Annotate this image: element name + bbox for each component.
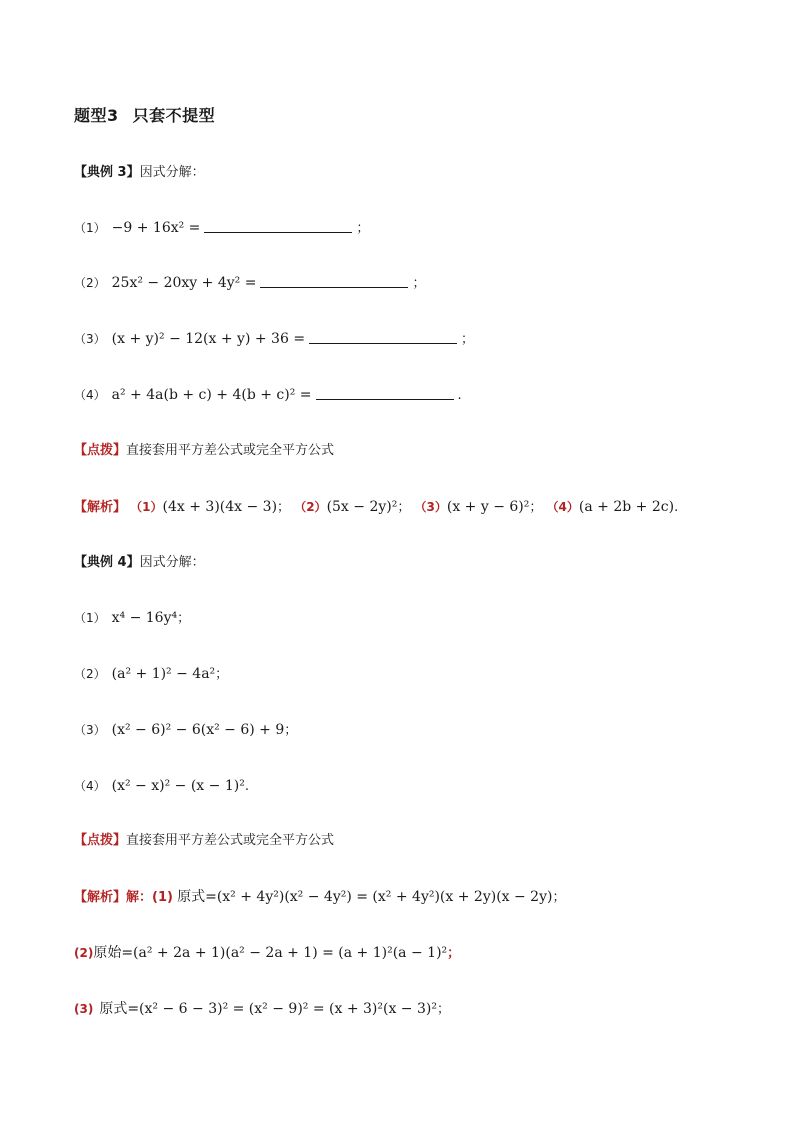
item-number: （2） — [74, 276, 106, 290]
example4-hint — [74, 831, 334, 851]
example3-item-3 — [74, 329, 474, 350]
solution-expression: 原式=(x² − 6 − 3)² = (x² − 9)² = (x + 3)²(x − 3)² — [99, 1001, 437, 1017]
solution-end: ； — [552, 890, 566, 905]
answer-expression: (5x − 2y)² — [326, 499, 398, 515]
answer-number: （3） — [414, 500, 447, 514]
item-end: . — [457, 388, 462, 403]
item-number: （3） — [74, 723, 106, 737]
item-expression: (x² − 6)² − 6(x² − 6) + 9 — [111, 722, 285, 738]
example3-item-4 — [74, 385, 462, 406]
example3-hint — [74, 441, 334, 461]
example4-item-4 — [74, 776, 249, 797]
item-number: （1） — [74, 221, 106, 235]
example3-answer — [74, 497, 678, 518]
example4-item-2 — [74, 664, 228, 685]
example4-solution-3 — [74, 999, 450, 1020]
answer-number: （4） — [546, 500, 579, 514]
solution-expression: 原始=(a² + 2a + 1)(a² − 2a + 1) = (a + 1)²(a − 1)² — [93, 945, 448, 961]
answer-number: （2） — [294, 500, 327, 514]
item-expression: (a² + 1)² − 4a² — [111, 666, 216, 682]
answer-label: 【解析】 — [74, 890, 127, 905]
section-icon-text: 题型 — [74, 106, 108, 125]
example4-heading — [74, 553, 205, 573]
answer-blank[interactable] — [204, 219, 352, 233]
item-number: （3） — [74, 332, 106, 346]
item-expression: 25x² − 20xy + 4y² = — [111, 275, 257, 291]
example3-text: 因式分解： — [139, 165, 205, 180]
solution-end: ； — [436, 1002, 450, 1017]
item-end: . — [244, 779, 249, 794]
hint-text: 直接套用平方差公式或完全平方公式 — [126, 443, 335, 458]
example4-solution-1 — [74, 887, 565, 908]
answer-sep: ； — [529, 500, 543, 515]
item-number: （2） — [74, 667, 106, 681]
solution-number: (2) — [74, 946, 94, 960]
example3-heading — [74, 163, 205, 183]
item-end: ； — [461, 332, 475, 347]
example4-label: 【典例 4】 — [74, 555, 140, 570]
hint-text: 直接套用平方差公式或完全平方公式 — [126, 833, 335, 848]
item-expression: (x + y)² − 12(x + y) + 36 = — [111, 331, 306, 347]
item-expression: x⁴ − 16y⁴ — [111, 610, 178, 626]
example3-label: 【典例 3】 — [74, 165, 140, 180]
answer-number: （1） — [130, 500, 163, 514]
answer-expression: (4x + 3)(4x − 3) — [162, 499, 278, 515]
item-end: ； — [284, 723, 298, 738]
item-number: （4） — [74, 779, 106, 793]
example3-item-1 — [74, 218, 369, 239]
item-expression: (x² − x)² − (x − 1)² — [111, 778, 245, 794]
answer-sep: ； — [397, 500, 411, 515]
solution-number: (3) — [74, 1002, 94, 1016]
answer-blank[interactable] — [316, 386, 454, 400]
example4-item-1 — [74, 608, 190, 629]
item-number: （4） — [74, 388, 106, 402]
item-end: ； — [356, 221, 370, 236]
item-end: ； — [215, 667, 229, 682]
section-title — [74, 106, 215, 126]
example4-item-3 — [74, 720, 297, 741]
example3-item-2 — [74, 273, 425, 294]
answer-blank[interactable] — [309, 330, 457, 344]
answer-label: 【解析】 — [74, 500, 127, 515]
section-title-text: 只套不提型 — [132, 106, 216, 125]
example4-solution-2 — [74, 943, 460, 964]
example4-text: 因式分解： — [139, 555, 205, 570]
answer-expression: (x + y − 6)² — [446, 499, 530, 515]
item-expression: −9 + 16x² = — [111, 220, 201, 236]
item-end: ； — [412, 276, 426, 291]
solution-number: 解：(1) — [126, 890, 173, 905]
answer-sep: . — [674, 500, 679, 515]
answer-blank[interactable] — [260, 274, 408, 288]
item-number: （1） — [74, 611, 106, 625]
solution-end: ； — [447, 946, 461, 961]
section-number: 3 — [107, 106, 119, 125]
answer-sep: ； — [277, 500, 291, 515]
answer-expression: (a + 2b + 2c) — [578, 499, 675, 515]
item-expression: a² + 4a(b + c) + 4(b + c)² = — [111, 387, 312, 403]
solution-expression: 原式=(x² + 4y²)(x² − 4y²) = (x² + 4y²)(x + 2y)(x − 2y) — [177, 889, 553, 905]
hint-label: 【点拨】 — [74, 443, 127, 458]
item-end: ； — [177, 611, 191, 626]
section-icon — [74, 106, 119, 126]
hint-label: 【点拨】 — [74, 833, 127, 848]
